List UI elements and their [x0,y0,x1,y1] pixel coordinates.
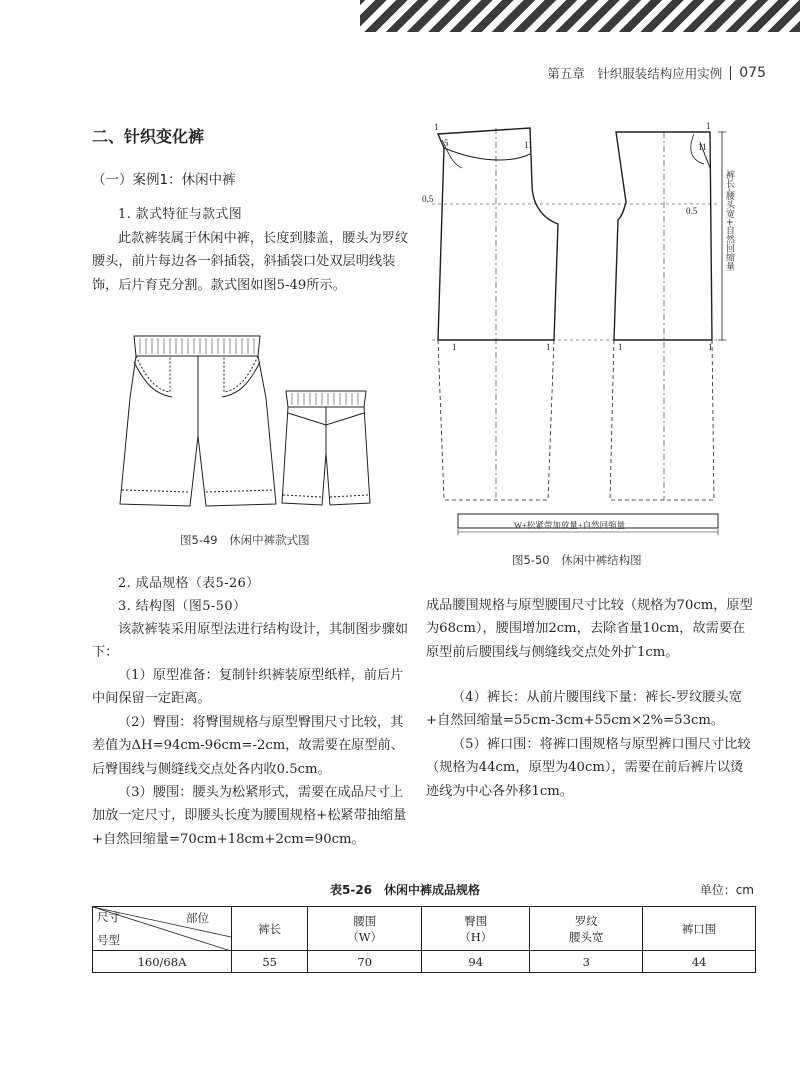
paragraph-step-1: （1）原型准备：复制针织裤装原型纸样，前后片中间保留一定距离。 [92,668,404,707]
cell-waist: 70 [308,951,422,973]
separator [730,66,731,80]
figure-5-50-caption: 图5-50 休闲中裤结构图 [512,553,642,567]
label-05-left: 0.5 [422,194,434,204]
table-corner-cell [93,907,232,951]
label-11-left: 11 [524,140,533,150]
subheading-style: 1. 款式特征与款式图 [118,207,243,222]
paragraph-step-5: （5）裤口围：将裤口围规格与原型裤口围尺寸比较（规格为44cm，原型为40cm），需要在前后裤片以烫迹线为中心各外移1cm。 [426,737,751,799]
table-title: 表5-26 休闲中裤成品规格 [330,883,481,897]
label-hem-1b: 1 [546,342,551,352]
case-title: （一）案例1：休闲中裤 [92,172,236,188]
header-hip: 臀围 （H） [422,907,530,951]
label-hem-1d: 1 [708,342,713,352]
label-top-1-left: 1 [434,122,439,132]
section-title: 二、针织变化裤 [92,127,205,146]
subheading-structure: 3. 结构图（图5-50） [118,599,247,614]
cell-hem: 44 [643,951,756,973]
paragraph-step-4: （4）裤长：从前片腰围线下量：裤长-罗纹腰头宽+自然回缩量=55cm-3cm+55cm×2%=53cm。 [426,690,742,729]
chapter-title: 第五章 针织服装结构应用实例 [547,66,723,81]
structure-diagram [418,120,756,540]
label-hem-1c: 1 [618,342,623,352]
cell-rib-width: 3 [530,951,643,973]
label-top-1-right: 1 [706,121,711,131]
corner-label-size: 尺寸 [97,910,120,924]
paragraph-waist-continued: 成品腰围规格与原型腰围尺寸比较（规格为70cm，原型为68cm），腰围增加2cm，去除省量10cm，故需要在原型前后腰围线与侧缝线交点处外扩1cm。 [426,598,753,660]
header-stripe-decoration [360,0,800,32]
cell-hip: 94 [422,951,530,973]
subheading-specs: 2. 成品规格（表5-26） [118,576,260,591]
figure-5-49-caption: 图5-49 休闲中裤款式图 [180,533,310,547]
paragraph-style-description: 此款裤装属于休闲中裤，长度到膝盖，腰头为罗纹腰头，前片每边各一斜插袋，斜插袋口处双层明线装饰，后片育克分割。款式图如图5-49所示。 [92,231,409,293]
label-hem-1a: 1 [452,342,457,352]
label-waistband: W+松紧带加放量+自然回缩量 [514,520,626,530]
header-hem: 裤口围 [643,907,756,951]
corner-label-type: 号型 [97,933,120,947]
front-view-illustration [118,328,278,513]
label-11-right: 11 [698,142,707,152]
page-number: 075 [739,65,766,81]
paragraph-step-3: （3）腰围：腰头为松紧形式，需要在成品尺寸上加放一定尺寸，即腰头长度为腰围规格+松紧带抽缩量+自然回缩量=70cm+18cm+2cm=90cm。 [92,785,407,847]
label-vertical-dimension: 裤长-腰头宽+自然回缩量 [724,170,734,271]
table-row [93,951,756,973]
spec-table [92,906,756,973]
corner-label-part: 部位 [186,911,209,925]
cell-length: 55 [232,951,308,973]
back-view-illustration [278,387,374,515]
running-head [547,64,766,82]
label-5: 5 [444,138,449,148]
header-waist: 腰围 （W） [308,907,422,951]
table-unit: 单位：cm [699,883,754,897]
paragraph-step-2: （2）臀围：将臀围规格与原型臀围尺寸比较，其差值为ΔH=94cm-96cm=-2cm，故需要在原型前、后臀围线与侧缝线交点处各内收0.5cm。 [92,715,404,777]
header-rib-width: 罗纹 腰头宽 [530,907,643,951]
paragraph-steps-intro: 该款裤装采用原型法进行结构设计，其制图步骤如下： [92,622,409,661]
label-05-right: 0.5 [686,206,698,216]
cell-size: 160/68A [93,951,232,973]
header-length: 裤长 [232,907,308,951]
